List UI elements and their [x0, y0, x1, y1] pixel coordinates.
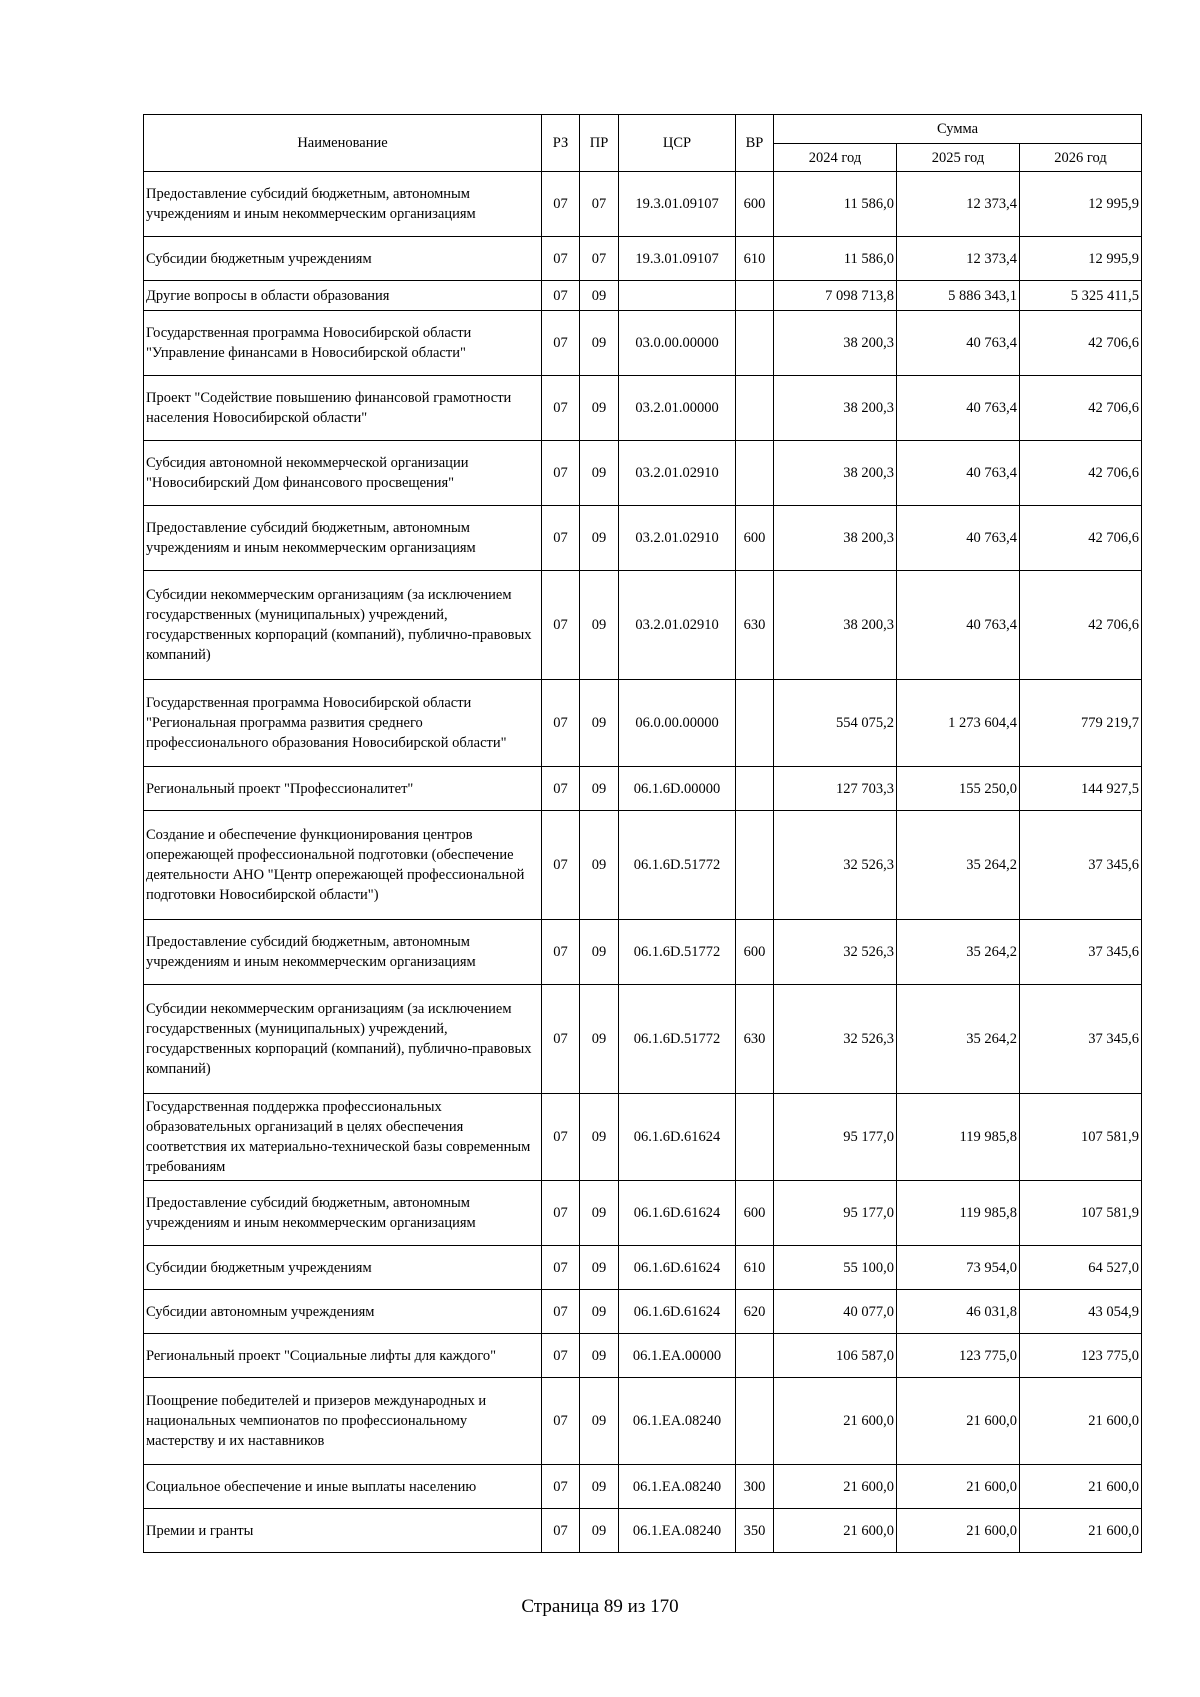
cell-name: Поощрение победителей и призеров международных и национальных чемпионатов по профессиональному мастерству и их наставников — [144, 1378, 542, 1465]
cell-y2026: 107 581,9 — [1020, 1094, 1142, 1181]
cell-vr — [736, 441, 774, 506]
cell-csr: 06.1.EA.00000 — [619, 1334, 736, 1378]
cell-pr: 09 — [580, 811, 619, 920]
cell-y2026: 107 581,9 — [1020, 1181, 1142, 1246]
header-name: Наименование — [144, 115, 542, 172]
cell-y2026: 42 706,6 — [1020, 311, 1142, 376]
cell-name: Предоставление субсидий бюджетным, автономным учреждениям и иным некоммерческим организациям — [144, 506, 542, 571]
cell-y2026: 37 345,6 — [1020, 985, 1142, 1094]
cell-vr: 350 — [736, 1509, 774, 1553]
cell-y2024: 38 200,3 — [774, 571, 897, 680]
cell-rz: 07 — [542, 311, 580, 376]
cell-vr: 620 — [736, 1290, 774, 1334]
cell-y2025: 21 600,0 — [897, 1465, 1020, 1509]
cell-y2025: 73 954,0 — [897, 1246, 1020, 1290]
cell-y2026: 12 995,9 — [1020, 237, 1142, 281]
cell-rz: 07 — [542, 172, 580, 237]
cell-rz: 07 — [542, 281, 580, 311]
cell-vr — [736, 281, 774, 311]
cell-pr: 09 — [580, 767, 619, 811]
cell-rz: 07 — [542, 376, 580, 441]
cell-pr: 09 — [580, 1246, 619, 1290]
table-row — [144, 506, 1142, 571]
cell-name: Проект "Содействие повышению финансовой грамотности населения Новосибирской области" — [144, 376, 542, 441]
cell-csr: 06.1.6D.00000 — [619, 767, 736, 811]
cell-csr: 03.2.01.02910 — [619, 571, 736, 680]
cell-pr: 09 — [580, 920, 619, 985]
cell-y2025: 35 264,2 — [897, 811, 1020, 920]
cell-rz: 07 — [542, 1290, 580, 1334]
cell-y2026: 42 706,6 — [1020, 571, 1142, 680]
cell-csr: 19.3.01.09107 — [619, 172, 736, 237]
cell-y2025: 21 600,0 — [897, 1509, 1020, 1553]
cell-pr: 09 — [580, 985, 619, 1094]
cell-rz: 07 — [542, 1465, 580, 1509]
cell-rz: 07 — [542, 1334, 580, 1378]
cell-y2025: 40 763,4 — [897, 506, 1020, 571]
cell-name: Предоставление субсидий бюджетным, автономным учреждениям и иным некоммерческим организациям — [144, 1181, 542, 1246]
cell-rz: 07 — [542, 441, 580, 506]
table-row — [144, 281, 1142, 311]
cell-name: Субсидии некоммерческим организациям (за исключением государственных (муниципальных) учреждений, государственных корпораций (компаний), публично-правовых компаний) — [144, 571, 542, 680]
cell-vr: 600 — [736, 1181, 774, 1246]
table-row — [144, 985, 1142, 1094]
cell-y2024: 21 600,0 — [774, 1378, 897, 1465]
cell-y2025: 46 031,8 — [897, 1290, 1020, 1334]
cell-csr: 06.1.EA.08240 — [619, 1378, 736, 1465]
cell-vr: 630 — [736, 571, 774, 680]
cell-csr: 03.0.00.00000 — [619, 311, 736, 376]
cell-y2024: 21 600,0 — [774, 1465, 897, 1509]
cell-csr: 06.1.6D.61624 — [619, 1246, 736, 1290]
cell-y2025: 119 985,8 — [897, 1181, 1020, 1246]
cell-csr: 06.0.00.00000 — [619, 680, 736, 767]
cell-pr: 09 — [580, 311, 619, 376]
cell-pr: 09 — [580, 680, 619, 767]
cell-y2025: 40 763,4 — [897, 376, 1020, 441]
cell-csr: 06.1.EA.08240 — [619, 1509, 736, 1553]
cell-name: Региональный проект "Социальные лифты для каждого" — [144, 1334, 542, 1378]
cell-y2024: 38 200,3 — [774, 376, 897, 441]
cell-rz: 07 — [542, 1246, 580, 1290]
cell-y2026: 37 345,6 — [1020, 920, 1142, 985]
header-sum: Сумма — [774, 115, 1142, 144]
cell-y2024: 32 526,3 — [774, 811, 897, 920]
cell-csr: 06.1.6D.61624 — [619, 1094, 736, 1181]
cell-rz: 07 — [542, 506, 580, 571]
cell-name: Создание и обеспечение функционирования центров опережающей профессиональной подготовки (обеспечение деятельности АНО "Центр опережающей профессиональной подготовки Новосибирской области") — [144, 811, 542, 920]
cell-name: Государственная программа Новосибирской области "Управление финансами в Новосибирской области" — [144, 311, 542, 376]
cell-rz: 07 — [542, 767, 580, 811]
cell-name: Государственная программа Новосибирской области "Региональная программа развития среднего профессионального образования Новосибирской области" — [144, 680, 542, 767]
cell-y2024: 95 177,0 — [774, 1181, 897, 1246]
table-row — [144, 1181, 1142, 1246]
cell-name: Премии и гранты — [144, 1509, 542, 1553]
cell-pr: 09 — [580, 1465, 619, 1509]
header-2026: 2026 год — [1020, 144, 1142, 172]
cell-name: Региональный проект "Профессионалитет" — [144, 767, 542, 811]
cell-y2025: 40 763,4 — [897, 571, 1020, 680]
cell-vr — [736, 1378, 774, 1465]
cell-pr: 09 — [580, 1181, 619, 1246]
table-row — [144, 680, 1142, 767]
cell-csr: 06.1.6D.51772 — [619, 811, 736, 920]
cell-y2026: 42 706,6 — [1020, 376, 1142, 441]
table-row — [144, 1509, 1142, 1553]
cell-y2024: 554 075,2 — [774, 680, 897, 767]
cell-y2024: 7 098 713,8 — [774, 281, 897, 311]
cell-y2026: 42 706,6 — [1020, 441, 1142, 506]
cell-rz: 07 — [542, 680, 580, 767]
table-row — [144, 376, 1142, 441]
cell-rz: 07 — [542, 571, 580, 680]
cell-y2024: 11 586,0 — [774, 172, 897, 237]
page-number: Страница 89 из 170 — [521, 1596, 679, 1617]
cell-csr: 19.3.01.09107 — [619, 237, 736, 281]
cell-y2024: 32 526,3 — [774, 920, 897, 985]
table-row — [144, 1465, 1142, 1509]
table-row — [144, 311, 1142, 376]
cell-rz: 07 — [542, 237, 580, 281]
cell-csr: 03.2.01.00000 — [619, 376, 736, 441]
cell-y2025: 35 264,2 — [897, 920, 1020, 985]
cell-y2025: 40 763,4 — [897, 441, 1020, 506]
cell-y2025: 35 264,2 — [897, 985, 1020, 1094]
cell-pr: 09 — [580, 1509, 619, 1553]
header-vr: ВР — [736, 115, 774, 172]
table-row — [144, 441, 1142, 506]
cell-y2024: 21 600,0 — [774, 1509, 897, 1553]
cell-rz: 07 — [542, 811, 580, 920]
cell-pr: 09 — [580, 441, 619, 506]
table-body — [144, 172, 1142, 1553]
cell-name: Социальное обеспечение и иные выплаты населению — [144, 1465, 542, 1509]
cell-csr: 03.2.01.02910 — [619, 506, 736, 571]
cell-y2024: 95 177,0 — [774, 1094, 897, 1181]
cell-pr: 09 — [580, 506, 619, 571]
cell-y2025: 12 373,4 — [897, 172, 1020, 237]
cell-rz: 07 — [542, 1378, 580, 1465]
cell-y2025: 155 250,0 — [897, 767, 1020, 811]
cell-y2024: 55 100,0 — [774, 1246, 897, 1290]
cell-pr: 07 — [580, 172, 619, 237]
cell-name: Субсидия автономной некоммерческой организации "Новосибирский Дом финансового просвещения" — [144, 441, 542, 506]
header-2025: 2025 год — [897, 144, 1020, 172]
cell-pr: 09 — [580, 1334, 619, 1378]
cell-rz: 07 — [542, 985, 580, 1094]
cell-y2026: 64 527,0 — [1020, 1246, 1142, 1290]
cell-y2026: 779 219,7 — [1020, 680, 1142, 767]
cell-vr: 610 — [736, 1246, 774, 1290]
cell-y2025: 40 763,4 — [897, 311, 1020, 376]
cell-y2026: 37 345,6 — [1020, 811, 1142, 920]
cell-vr: 600 — [736, 506, 774, 571]
cell-vr — [736, 1094, 774, 1181]
cell-csr: 06.1.6D.61624 — [619, 1290, 736, 1334]
cell-y2025: 123 775,0 — [897, 1334, 1020, 1378]
budget-table — [143, 114, 1142, 1553]
cell-vr — [736, 811, 774, 920]
header-csr: ЦСР — [619, 115, 736, 172]
table-row — [144, 571, 1142, 680]
cell-y2026: 21 600,0 — [1020, 1509, 1142, 1553]
cell-pr: 09 — [580, 1290, 619, 1334]
table-row — [144, 1246, 1142, 1290]
cell-y2025: 12 373,4 — [897, 237, 1020, 281]
cell-pr: 09 — [580, 376, 619, 441]
cell-name: Предоставление субсидий бюджетным, автономным учреждениям и иным некоммерческим организациям — [144, 172, 542, 237]
cell-name: Предоставление субсидий бюджетным, автономным учреждениям и иным некоммерческим организациям — [144, 920, 542, 985]
header-pr: ПР — [580, 115, 619, 172]
table-row — [144, 1334, 1142, 1378]
cell-name: Субсидии некоммерческим организациям (за исключением государственных (муниципальных) учреждений, государственных корпораций (компаний), публично-правовых компаний) — [144, 985, 542, 1094]
cell-y2024: 11 586,0 — [774, 237, 897, 281]
table-row — [144, 1290, 1142, 1334]
cell-vr — [736, 311, 774, 376]
cell-csr: 06.1.6D.51772 — [619, 985, 736, 1094]
cell-y2024: 106 587,0 — [774, 1334, 897, 1378]
table-row — [144, 1378, 1142, 1465]
table-row — [144, 920, 1142, 985]
cell-name: Субсидии автономным учреждениям — [144, 1290, 542, 1334]
cell-csr: 06.1.6D.51772 — [619, 920, 736, 985]
cell-name: Государственная поддержка профессиональных образовательных организаций в целях обеспечения соответствия их материально-технической базы современным требованиям — [144, 1094, 542, 1181]
cell-y2026: 123 775,0 — [1020, 1334, 1142, 1378]
cell-csr: 06.1.EA.08240 — [619, 1465, 736, 1509]
cell-name: Другие вопросы в области образования — [144, 281, 542, 311]
cell-y2026: 42 706,6 — [1020, 506, 1142, 571]
cell-y2026: 21 600,0 — [1020, 1465, 1142, 1509]
cell-rz: 07 — [542, 1181, 580, 1246]
cell-rz: 07 — [542, 920, 580, 985]
cell-y2026: 12 995,9 — [1020, 172, 1142, 237]
table-row — [144, 172, 1142, 237]
cell-y2025: 5 886 343,1 — [897, 281, 1020, 311]
cell-y2024: 38 200,3 — [774, 441, 897, 506]
cell-csr — [619, 281, 736, 311]
cell-y2024: 38 200,3 — [774, 311, 897, 376]
header-rz: РЗ — [542, 115, 580, 172]
cell-pr: 07 — [580, 237, 619, 281]
cell-vr — [736, 376, 774, 441]
cell-y2025: 21 600,0 — [897, 1378, 1020, 1465]
cell-vr — [736, 767, 774, 811]
cell-y2025: 119 985,8 — [897, 1094, 1020, 1181]
cell-y2024: 127 703,3 — [774, 767, 897, 811]
cell-pr: 09 — [580, 281, 619, 311]
cell-vr: 300 — [736, 1465, 774, 1509]
table-row — [144, 237, 1142, 281]
header-2024: 2024 год — [774, 144, 897, 172]
cell-pr: 09 — [580, 1378, 619, 1465]
table-row — [144, 1094, 1142, 1181]
cell-csr: 03.2.01.02910 — [619, 441, 736, 506]
cell-vr — [736, 1334, 774, 1378]
cell-name: Субсидии бюджетным учреждениям — [144, 1246, 542, 1290]
table-row — [144, 811, 1142, 920]
table-row — [144, 767, 1142, 811]
cell-pr: 09 — [580, 1094, 619, 1181]
cell-rz: 07 — [542, 1509, 580, 1553]
cell-y2026: 21 600,0 — [1020, 1378, 1142, 1465]
cell-y2026: 43 054,9 — [1020, 1290, 1142, 1334]
cell-y2024: 40 077,0 — [774, 1290, 897, 1334]
cell-name: Субсидии бюджетным учреждениям — [144, 237, 542, 281]
cell-rz: 07 — [542, 1094, 580, 1181]
cell-csr: 06.1.6D.61624 — [619, 1181, 736, 1246]
cell-vr: 610 — [736, 237, 774, 281]
cell-y2024: 38 200,3 — [774, 506, 897, 571]
cell-vr: 600 — [736, 920, 774, 985]
cell-vr: 630 — [736, 985, 774, 1094]
cell-y2026: 144 927,5 — [1020, 767, 1142, 811]
cell-vr — [736, 680, 774, 767]
cell-pr: 09 — [580, 571, 619, 680]
cell-y2025: 1 273 604,4 — [897, 680, 1020, 767]
cell-vr: 600 — [736, 172, 774, 237]
cell-y2024: 32 526,3 — [774, 985, 897, 1094]
cell-y2026: 5 325 411,5 — [1020, 281, 1142, 311]
